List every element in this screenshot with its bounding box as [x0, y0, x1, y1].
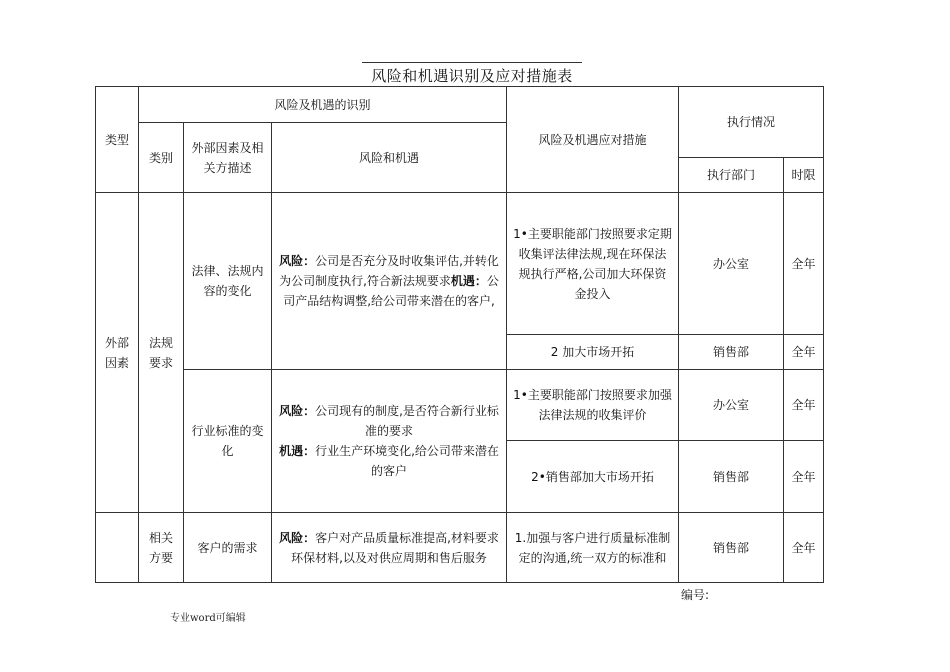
- measure-2: 2 加大市场开拓: [507, 335, 679, 370]
- risk-label: 风险：: [279, 254, 316, 268]
- deadline-2: 全年: [784, 335, 824, 370]
- measure-4: 2•销售部加大市场开拓: [507, 441, 679, 513]
- opportunity-text: 行业生产环境变化,给公司带来潜在的客户: [315, 444, 499, 478]
- deadline-1: 全年: [784, 193, 824, 335]
- opportunity-label: 机遇：: [450, 274, 487, 288]
- department-1: 办公室: [679, 193, 784, 335]
- header-execution: 执行情况: [679, 87, 824, 158]
- type-external-factors: 外部因素: [96, 193, 139, 513]
- header-deadline: 时限: [784, 158, 824, 193]
- document-title: 风险和机遇识别及应对措施表: [371, 67, 573, 84]
- risk-label: 风险：: [279, 404, 316, 418]
- deadline-3: 全年: [784, 370, 824, 441]
- header-measures: 风险及机遇应对措施: [507, 87, 679, 193]
- header-external-factors: 外部因素及相关方描述: [184, 123, 272, 193]
- opportunity-text: 公司产品结构调整,给公司带来潜在的客户,: [283, 274, 499, 308]
- risk-text: 公司是否充分及时收集评估,并转化为公司制度执行,符合新法规要求: [279, 254, 499, 288]
- measure-1: 1•主要职能部门按照要求定期收集评法律法规,现在环保法规执行严格,公司加大环保资金投入: [507, 193, 679, 335]
- header-department: 执行部门: [679, 158, 784, 193]
- measure-3: 1•主要职能部门按照要求加强法律法规的收集评价: [507, 370, 679, 441]
- risk-opportunity-3: [272, 513, 507, 583]
- risk-text: 公司现有的制度,是否符合新行业标准的要求: [315, 404, 499, 438]
- deadline-5: 全年: [784, 513, 824, 583]
- deadline-4: 全年: [784, 441, 824, 513]
- footer-note: 专业word可编辑: [170, 613, 246, 624]
- factor-legal-changes: 法律、法规内容的变化: [184, 193, 272, 370]
- factor-industry-standards: 行业标准的变化: [184, 370, 272, 513]
- risk-opportunity-1: [272, 193, 507, 370]
- title-top-line: [362, 62, 582, 63]
- department-2: 销售部: [679, 335, 784, 370]
- type-cell-continued: [96, 513, 139, 583]
- header-category: 类别: [139, 123, 184, 193]
- department-5: 销售部: [679, 513, 784, 583]
- risk-text: 客户对产品质量标准提高,材料要求环保材料,以及对供应周期和售后服务: [291, 530, 499, 565]
- measure-5: 1.加强与客户进行质量标准制定的沟通,统一双方的标准和: [507, 513, 679, 583]
- header-type: 类型: [96, 87, 139, 193]
- category-regulatory: 法规要求: [139, 193, 184, 513]
- risk-opportunity-2: [272, 370, 507, 513]
- header-risk-opportunity: 风险和机遇: [272, 123, 507, 193]
- category-stakeholder: 相关方要: [139, 513, 184, 583]
- opportunity-label: 机遇：: [279, 444, 316, 458]
- risk-opportunity-table: [95, 86, 824, 583]
- header-identification: 风险及机遇的识别: [139, 87, 507, 123]
- department-4: 销售部: [679, 441, 784, 513]
- risk-label: 风险：: [279, 530, 316, 545]
- title-wrap: [362, 62, 582, 84]
- serial-number-label: 编号:: [681, 588, 710, 602]
- department-3: 办公室: [679, 370, 784, 441]
- factor-customer-needs: 客户的需求: [184, 513, 272, 583]
